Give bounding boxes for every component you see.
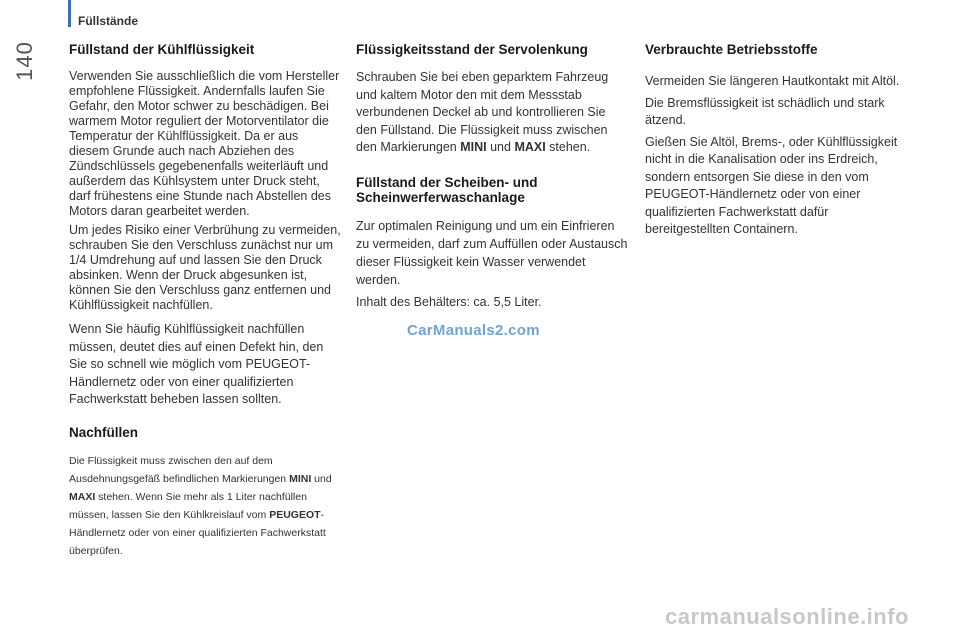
mark-maxi: MAXI	[514, 140, 546, 154]
coolant-paragraph-1: Verwenden Sie ausschließlich die vom Hersteller empfohlene Flüssigkeit. Andernfalls laufen Sie Gefahr, den Motor schwer zu beschädigen. Bei warmem Motor reguliert der Motorventilator die Temperatur der Kühlflüssigkeit. Da er aus diesem Grunde auch nach Abziehen des Zündschlüssels gegebenenfalls weiterläuft und außerdem das Kühlsystem unter Druck steht, darf frühestens eine Stunde nach Abstellen des Motors daran gearbeitet werden.	[69, 69, 340, 218]
washer-paragraph-1: Zur optimalen Reinigung und um ein Einfrieren zu vermeiden, darf zum Auffüllen oder Austausch dieser Flüssigkeit kein Wasser verwendet werden.	[356, 218, 628, 287]
washer-paragraph-2: Inhalt des Behälters: ca. 5,5 Liter.	[356, 294, 542, 309]
coolant-title: Füllstand der Kühlflüssigkeit	[69, 42, 255, 57]
mark-mini: MINI	[289, 472, 312, 485]
page-number: 140	[12, 41, 37, 81]
coolant-paragraph-2: Um jedes Risiko einer Verbrühung zu vermeiden, schrauben Sie den Verschluss zunächst nur um 1/4 Umdrehung auf und lassen Sie den Druck absinken. Wenn der Druck abgesunken ist, können Sie den Verschluss ganz entfernen und Kühlflüssigkeit nachfüllen.	[69, 223, 341, 312]
watermark-carmanuals2: CarManuals2.com	[407, 322, 540, 339]
brand-peugeot: PEUGEOT	[269, 508, 321, 521]
column-coolant	[69, 42, 341, 564]
used-fluids-paragraph-3: Gießen Sie Altöl, Brems-, oder Kühlflüssigkeit nicht in die Kanalisation oder ins Erdreich, sondern entsorgen Sie diese in den vom PEUGEOT-Händlernetz oder von einer qualifizierten Fachwerkstatt dafür bereitgestellten Containern.	[645, 134, 898, 236]
coolant-paragraph-3: Wenn Sie häufig Kühlflüssigkeit nachfüllen müssen, deutet dies auf einen Defekt hin, den Sie so schnell wie möglich vom PEUGEOT-Händlernetz oder von einer qualifizierten Fachwerkstatt beheben lassen sollten.	[69, 322, 324, 406]
used-fluids-paragraph-1: Vermeiden Sie längeren Hautkontakt mit Altöl.	[645, 74, 900, 88]
used-fluids-title: Verbrauchte Betriebsstoffe	[645, 42, 818, 57]
power-steering-title: Flüssigkeitsstand der Servolenkung	[356, 42, 588, 57]
section-header: Füllstände	[78, 14, 139, 28]
mark-maxi: MAXI	[69, 490, 96, 503]
section-accent-bar	[68, 0, 71, 27]
column-power-steering	[356, 42, 628, 315]
refill-paragraph: Die Flüssigkeit muss zwischen den auf dem Ausdehnungsgefäß befindlichen Markierungen MINI und MAXI stehen. Wenn Sie mehr als 1 Liter nachfüllen müssen, lassen Sie den Kühlkreislauf vom PEUGEOT-Händlernetz oder von einer qualifizierten Fachwerkstatt überprüfen.	[69, 454, 332, 557]
refill-title: Nachfüllen	[69, 424, 139, 440]
used-fluids-paragraph-2: Die Bremsflüssigkeit ist schädlich und stark ätzend.	[645, 95, 885, 127]
washer-title: Füllstand der Scheiben- und Scheinwerferwaschanlage	[356, 174, 538, 205]
power-steering-paragraph: Schrauben Sie bei eben geparktem Fahrzeug und kaltem Motor den mit dem Messstab verbundenen Deckel ab und kontrollieren Sie den Füllstand. Die Flüssigkeit muss zwischen den Markierungen MINI und MAXI stehen.	[356, 70, 609, 154]
watermark-carmanualsonline: carmanualsonline.info	[665, 604, 909, 629]
column-used-fluids	[645, 42, 915, 243]
mark-mini: MINI	[460, 140, 487, 154]
